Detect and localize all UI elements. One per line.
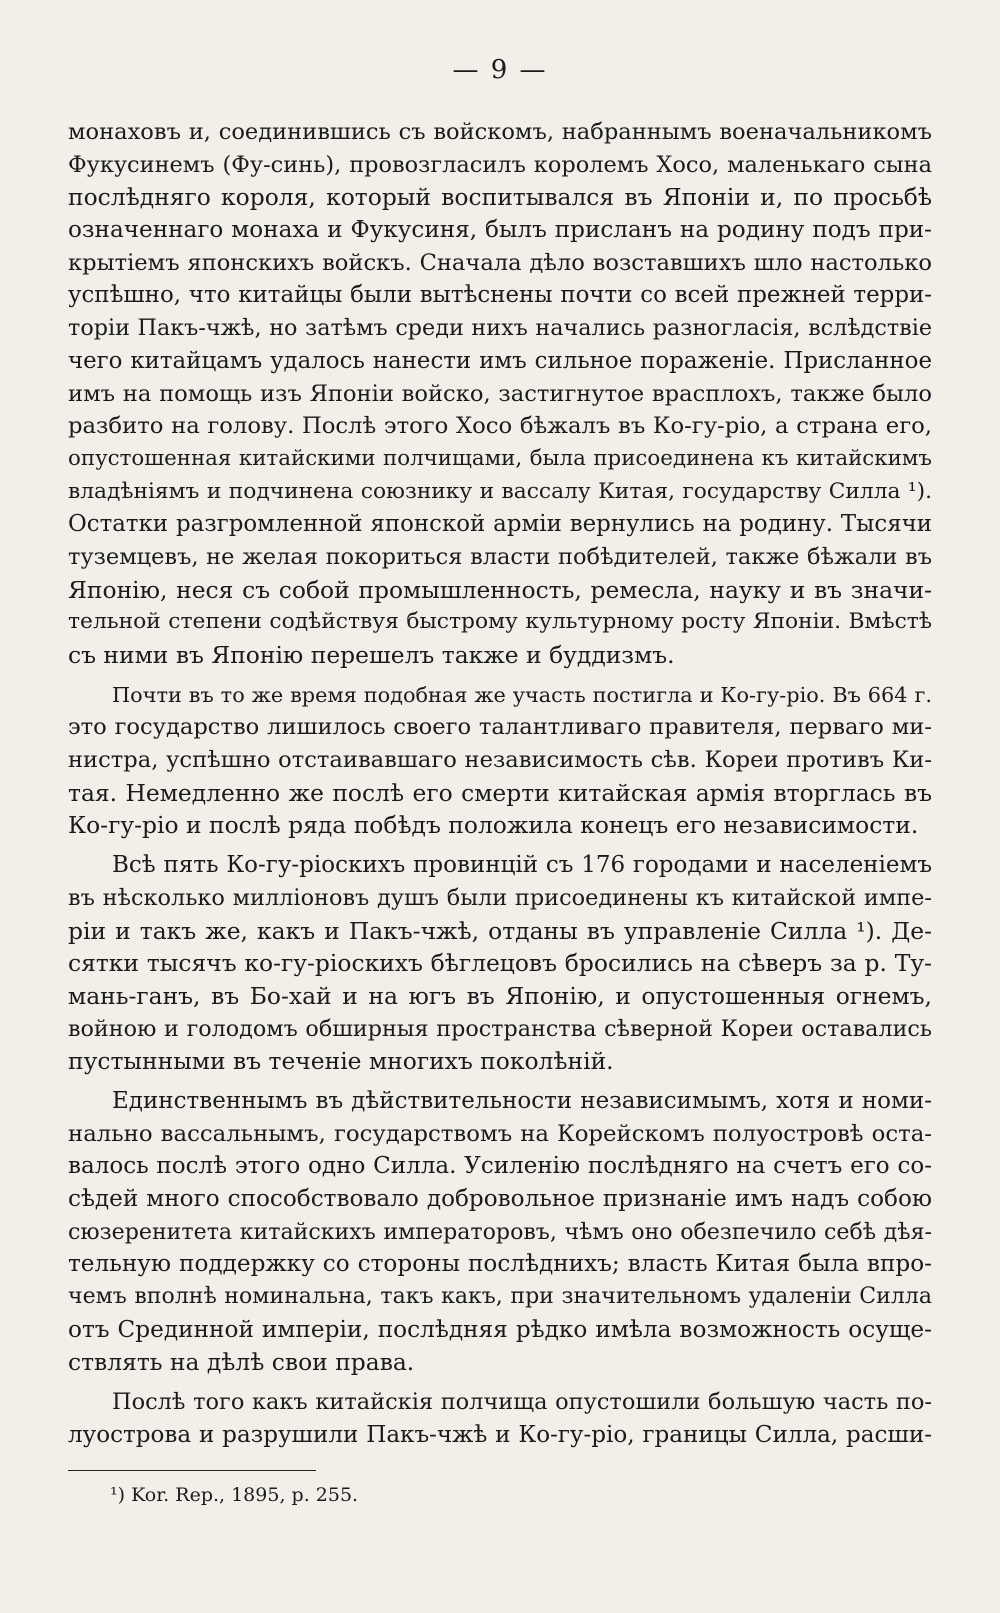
- text-line: чемъ вполнѣ номинальна, такъ какъ, при значительномъ удаленіи Силла: [68, 1284, 932, 1310]
- text-line: тельную поддержку со стороны послѣднихъ; власть Китая была впро-: [68, 1250, 932, 1278]
- text-line: валось послѣ этого одно Силла. Усиленію послѣдняго на счетъ его со-: [68, 1153, 932, 1180]
- paragraph-1: [68, 116, 932, 672]
- paragraph-4: [68, 1085, 932, 1379]
- text-line: ствлять на дѣлѣ свои права.: [68, 1348, 415, 1377]
- paragraph-3: [68, 849, 932, 1078]
- text-line: Почти въ то же время подобная же участь постигла и Ко-гу-ріо. Въ 664 г.: [112, 682, 932, 707]
- text-line: Остатки разгромленной японской арміи вернулись на родину. Тысячи: [68, 511, 932, 538]
- text-line: послѣдняго короля, который воспитывался въ Японіи и, по просьбѣ: [68, 183, 932, 212]
- text-line: тая. Немедленно же послѣ его смерти китайская армія вторглась въ: [68, 778, 932, 807]
- text-line: торіи Пакъ-чжѣ, но затѣмъ среди нихъ начались разногласія, вслѣдствіе: [68, 315, 932, 342]
- page-number: — 9 —: [452, 55, 548, 85]
- text-line: отъ Срединной имперіи, послѣдняя рѣдко имѣла возможность осуще-: [68, 1315, 932, 1343]
- text-line: это государство лишилось своего талантливаго правителя, перваго ми-: [68, 714, 932, 741]
- text-line: съ ними въ Японію перешелъ также и буддизмъ.: [68, 641, 675, 669]
- text-line: нистра, успѣшно отстаивавшаго независимость сѣв. Кореи противъ Ки-: [68, 747, 932, 774]
- text-line: луострова и разрушили Пакъ-чжѣ и Ко-гу-ріо, границы Силла, расши-: [68, 1421, 932, 1448]
- text-line: войною и голодомъ обширныя пространства сѣверной Кореи оставались: [68, 1015, 932, 1042]
- text-line: пустынными въ теченіе многихъ поколѣній.: [68, 1047, 614, 1076]
- text-line: означеннаго монаха и Фукусиня, былъ присланъ на родину подъ при-: [68, 217, 932, 244]
- text-line: въ нѣсколько милліоновъ душъ были присоединены къ китайской импе-: [68, 884, 932, 911]
- text-line: успѣшно, что китайцы были вытѣснены почти со всей прежней терри-: [68, 282, 932, 309]
- text-line: Всѣ пять Ко-гу-ріоскихъ провинцій съ 176 городами и населеніемъ: [112, 852, 932, 879]
- paragraph-2: [68, 679, 932, 842]
- text-line: мань-ганъ, въ Бо-хай и на югъ въ Японію, и опустошенныя огнемъ,: [68, 981, 932, 1010]
- text-line: нально вассальнымъ, государствомъ на Корейскомъ полуостровѣ оста-: [68, 1120, 932, 1147]
- footnote-divider: [68, 1470, 316, 1471]
- text-line: Послѣ того какъ китайскія полчища опустошили большую часть по-: [112, 1389, 932, 1416]
- text-line: тельной степени содѣйствуя быстрому культурному росту Японіи. Вмѣстѣ: [68, 609, 932, 635]
- text-line: чего китайцамъ удалось нанести имъ сильное пораженіе. Присланное: [68, 347, 932, 374]
- text-line: имъ на помощь изъ Японіи войско, застигнутое врасплохъ, также было: [68, 380, 932, 407]
- text-line: Ко-гу-ріо и послѣ ряда побѣдъ положила конецъ его независимости.: [68, 811, 919, 840]
- text-line: туземцевъ, не желая покориться власти побѣдителей, также бѣжали въ: [68, 543, 932, 570]
- text-line: крытіемъ японскихъ войскъ. Сначала дѣло возставшихъ шло настолько: [68, 249, 932, 276]
- text-line: ріи и такъ же, какъ и Пакъ-чжѣ, отданы въ управленіе Силла ¹). Де-: [68, 916, 932, 945]
- text-line: владѣніямъ и подчинена союзнику и вассалу Китая, государству Силла ¹).: [68, 478, 932, 504]
- text-line: Фукусинемъ (Фу-синь), провозгласилъ королемъ Хосо, маленькаго сына: [68, 151, 932, 178]
- body-text: [68, 116, 932, 1452]
- text-line: сѣдей много способствовало добровольное признаніе имъ надъ собою: [68, 1186, 932, 1212]
- footnote: ¹) Kor. Rep., 1895, p. 255.: [110, 1484, 359, 1506]
- text-line: Японію, неся съ собой промышленность, ремесла, науку и въ значи-: [68, 575, 932, 604]
- text-line: монаховъ и, соединившись съ войскомъ, набраннымъ военачальникомъ: [68, 119, 932, 145]
- text-line: Единственнымъ въ дѣйствительности независимымъ, хотя и номи-: [112, 1087, 932, 1114]
- text-line: сюзеренитета китайскихъ императоровъ, чѣмъ оно обезпечило себѣ дѣя-: [68, 1218, 932, 1245]
- paragraph-5: [68, 1386, 932, 1451]
- text-line: разбито на голову. Послѣ этого Хосо бѣжалъ въ Ко-гу-ріо, а страна его,: [68, 413, 932, 440]
- text-line: опустошенная китайскими полчищами, была присоединена къ китайскимъ: [68, 445, 932, 471]
- text-line: сятки тысячъ ко-гу-ріоскихъ бѣглецовъ бросились на сѣверъ за р. Ту-: [68, 949, 932, 978]
